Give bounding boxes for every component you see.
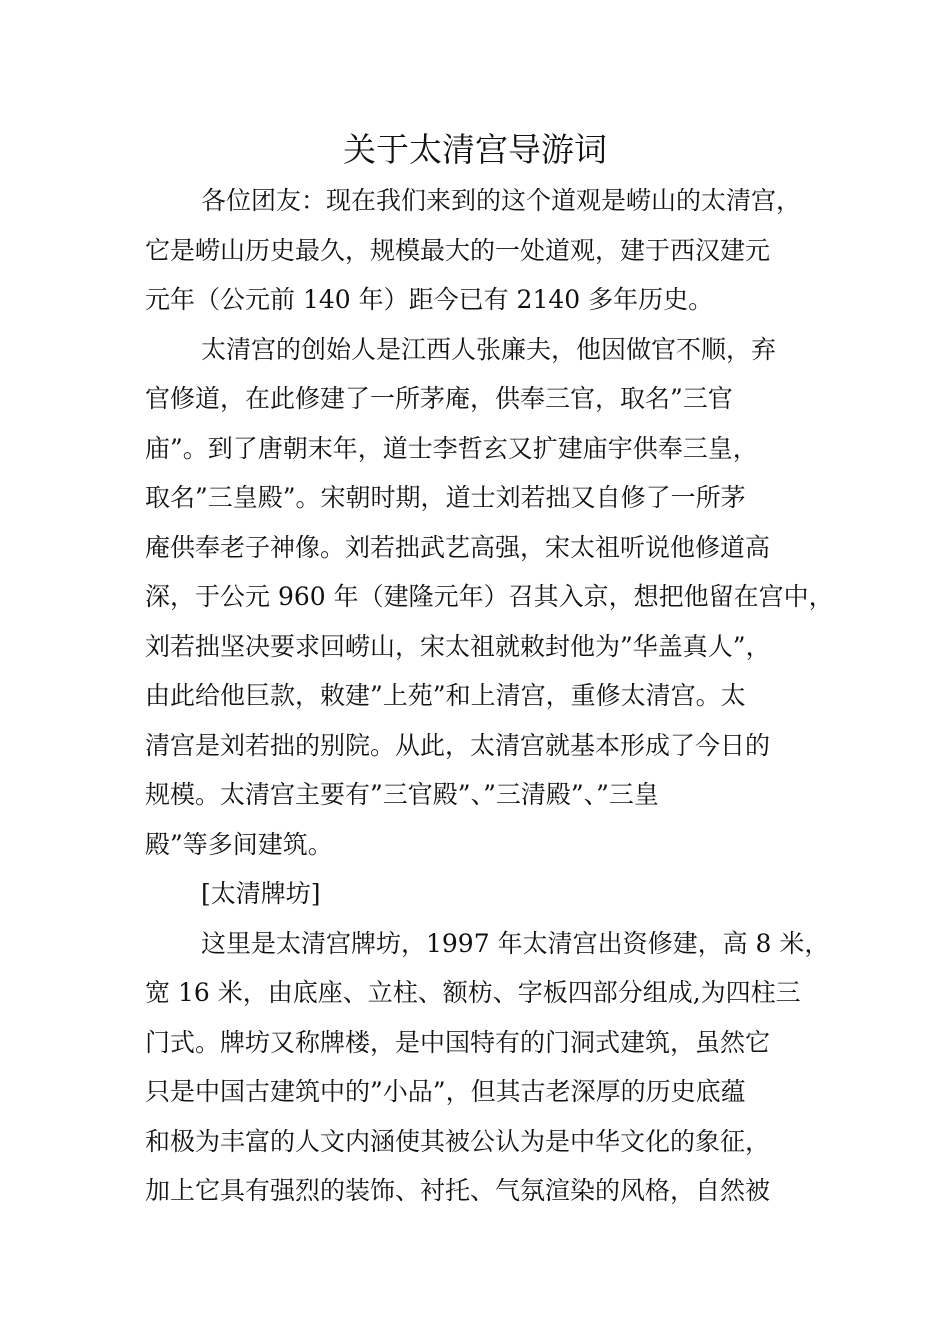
text-line: 各位团友：现在我们来到的这个道观是崂山的太清宫， xyxy=(201,186,802,215)
text-line: 庙”。到了唐朝末年，道士李哲玄又扩建庙宇供奉三皇， xyxy=(145,433,758,463)
text-line: 宽 16 米，由底座、立柱、额枋、字板四部分组成,为四柱三 xyxy=(145,978,801,1007)
text-line: 只是中国古建筑中的”小品”，但其古老深厚的历史底蕴 xyxy=(145,1077,746,1106)
text-line: 和极为丰富的人文内涵使其被公认为是中华文化的象征， xyxy=(145,1126,771,1156)
text-line: 由此给他巨款，敕建”上苑”和上清宫，重修太清宫。太 xyxy=(145,681,746,710)
text-line: 它是崂山历史最久，规模最大的一处道观，建于西汉建元 xyxy=(145,235,771,265)
text-line: 太清宫的创始人是江西人张廉夫，他因做官不顺，弃 xyxy=(201,334,777,364)
text-line: 庵供奉老子神像。刘若拙武艺高强，宋太祖听说他修道高 xyxy=(145,532,771,562)
text-line: 官修道，在此修建了一所茅庵，供奉三官，取名”三官 xyxy=(145,384,733,413)
text-line: 门式。牌坊又称牌楼，是中国特有的门洞式建筑，虽然它 xyxy=(145,1027,771,1057)
text-line: 深，于公元 960 年（建隆元年）召其入京，想把他留在宫中， xyxy=(145,582,834,611)
text-line: 刘若拙坚决要求回崂山，宋太祖就敕封他为”华盖真人”， xyxy=(145,631,771,661)
document-body xyxy=(145,176,834,1216)
text-line: 取名”三皇殿”。宋朝时期，道士刘若拙又自修了一所茅 xyxy=(145,483,746,512)
text-line: 规模。太清宫主要有”三官殿”、”三清殿”、”三皇 xyxy=(145,780,659,809)
text-line: 元年（公元前 140 年）距今已有 2140 多年历史。 xyxy=(145,285,714,314)
document-title: 关于太清宫导游词 xyxy=(343,130,607,169)
section-heading: [太清牌坊] xyxy=(201,879,321,908)
text-line: 这里是太清宫牌坊，1997 年太清宫出资修建，高 8 米， xyxy=(201,928,830,958)
text-line: 清宫是刘若拙的别院。从此，太清宫就基本形成了今日的 xyxy=(145,730,771,760)
text-line: 加上它具有强烈的装饰、衬托、气氛渲染的风格，自然被 xyxy=(145,1176,771,1205)
text-line: 殿”等多间建筑。 xyxy=(145,829,333,859)
